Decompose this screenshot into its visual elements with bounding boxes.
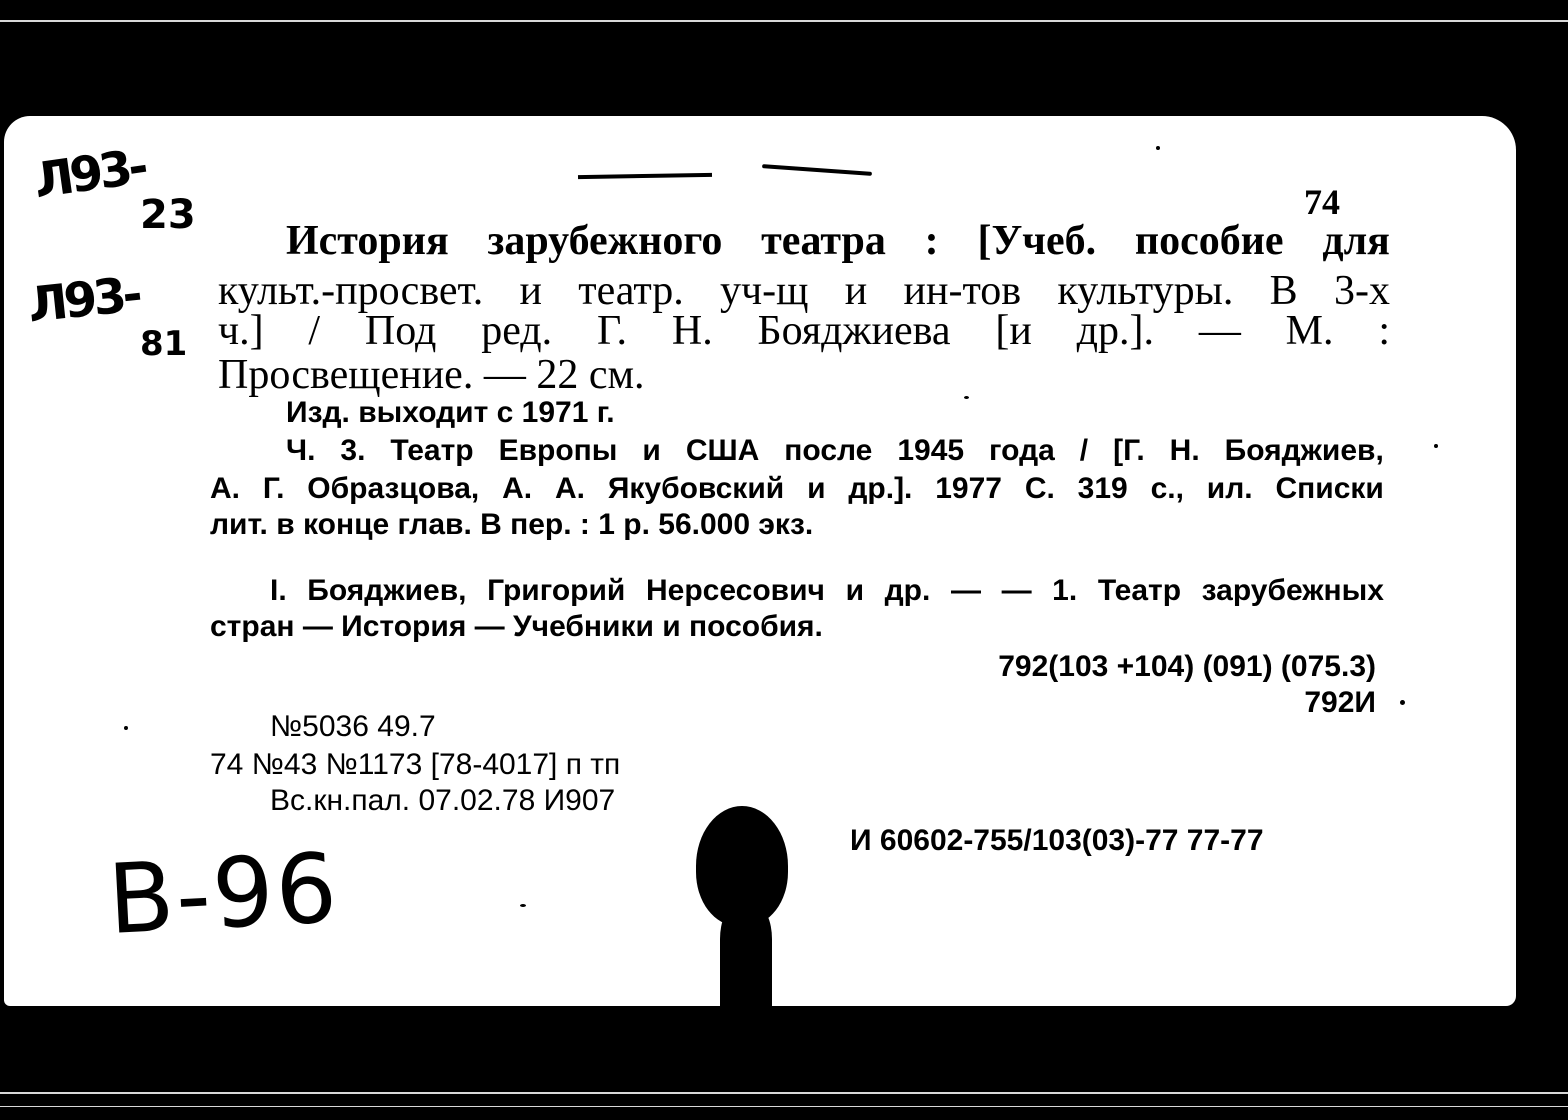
word: года xyxy=(989,434,1055,467)
word: I. xyxy=(270,574,287,607)
word: 1945 xyxy=(897,434,965,467)
title-line-1 xyxy=(286,220,1390,262)
word: театра xyxy=(761,218,886,264)
handwritten-mark-3: В-96 xyxy=(105,832,342,956)
library-catalog-card xyxy=(4,116,1516,1006)
word: 319 xyxy=(1077,472,1128,505)
word: культуры. xyxy=(1057,268,1234,314)
word: Якубовский xyxy=(607,472,785,505)
word: ил. xyxy=(1206,472,1253,505)
word: др.]. xyxy=(848,472,913,505)
subject-line-2: стран — История — Учебники и пособия. xyxy=(210,610,823,643)
word: и xyxy=(844,268,868,314)
word: ред. xyxy=(481,308,553,354)
word: Н. xyxy=(671,308,713,354)
class-code: 792И xyxy=(1304,686,1376,719)
word: Н. xyxy=(1169,434,1200,467)
word: : xyxy=(924,218,939,264)
word: и xyxy=(807,472,826,505)
ink-blot-stem xyxy=(720,906,772,1006)
speck xyxy=(1434,444,1438,448)
word: — xyxy=(1198,308,1241,354)
top-stroke-left xyxy=(578,173,712,179)
word: — xyxy=(1001,574,1032,607)
word: [и xyxy=(995,308,1032,354)
word: / xyxy=(308,308,321,354)
word: Театр xyxy=(1097,574,1182,607)
word: Бояджиев, xyxy=(307,574,467,607)
word: ин-тов xyxy=(903,268,1022,314)
word: Образцова, xyxy=(307,472,480,505)
word: США xyxy=(685,434,760,467)
word: зарубежного xyxy=(487,218,723,264)
word: и xyxy=(642,434,661,467)
word: А. xyxy=(210,472,240,505)
word: культ.-просвет. xyxy=(218,268,484,314)
word: — xyxy=(950,574,981,607)
subject-line-1 xyxy=(270,576,1384,606)
word: Под xyxy=(364,308,437,354)
word: для xyxy=(1322,218,1390,264)
word: А. xyxy=(554,472,585,505)
scan-bottom-line-2 xyxy=(0,1106,1568,1107)
handwritten-mark-2-sub: 81 xyxy=(140,324,188,364)
publication-note: Изд. выходит с 1971 г. xyxy=(286,396,615,429)
scan-bottom-line xyxy=(0,1092,1568,1094)
word: 3. xyxy=(340,434,366,467)
part-line-2 xyxy=(210,474,1384,504)
word: 1. xyxy=(1052,574,1078,607)
word: Г. xyxy=(262,472,285,505)
scan-top-line xyxy=(0,20,1568,22)
word: и xyxy=(519,268,543,314)
word: Бояджиева xyxy=(757,308,951,354)
index-line: И 60602-755/103(03)-77 77-77 xyxy=(850,824,1264,857)
word: пособие xyxy=(1134,218,1284,264)
number-line: №5036 49.7 xyxy=(270,710,436,743)
word: Европы xyxy=(498,434,618,467)
card-number: 74 xyxy=(1304,182,1340,222)
word: Ч. xyxy=(286,434,316,467)
word: 3-х xyxy=(1333,268,1390,314)
title-line-2 xyxy=(218,270,1390,312)
word: А. xyxy=(502,472,533,505)
word: после xyxy=(784,434,873,467)
word: уч-щ xyxy=(720,268,809,314)
word: Бояджиев, xyxy=(1224,434,1384,467)
word: Списки xyxy=(1275,472,1384,505)
word: : xyxy=(1378,308,1390,354)
word: 1977 xyxy=(935,472,1002,505)
word: зарубежных xyxy=(1201,574,1384,607)
word: / xyxy=(1079,434,1089,467)
top-stroke-right xyxy=(762,164,872,176)
shelf-line: 74 №43 №1173 [78-4017] п тп xyxy=(210,748,621,781)
word: Театр xyxy=(390,434,474,467)
word: Нерсесович xyxy=(646,574,825,607)
title-line-4: Просвещение. — 22 см. xyxy=(218,352,645,398)
handwritten-mark-1-sub: 23 xyxy=(140,192,196,238)
word: [Учеб. xyxy=(977,218,1097,264)
word: и xyxy=(845,574,865,607)
handwritten-mark-1: Л93- xyxy=(30,138,148,210)
word: М. xyxy=(1285,308,1334,354)
word: с., xyxy=(1150,472,1184,505)
part-line-1 xyxy=(286,436,1384,466)
word: др.]. xyxy=(1076,308,1155,354)
speck xyxy=(1400,700,1405,705)
speck xyxy=(1156,146,1160,150)
word: С. xyxy=(1024,472,1055,505)
word: Григорий xyxy=(487,574,626,607)
word: В xyxy=(1269,268,1298,314)
chamber-line: Вс.кн.пал. 07.02.78 И907 xyxy=(270,784,616,817)
classification-code: 792(103 +104) (091) (075.3) xyxy=(998,650,1376,683)
word: ч.] xyxy=(218,308,264,354)
title-line-3 xyxy=(218,310,1390,352)
word: др. xyxy=(884,574,931,607)
handwritten-mark-2: Л93- xyxy=(25,266,142,334)
speck xyxy=(124,726,128,730)
speck xyxy=(964,396,969,399)
word: театр. xyxy=(578,268,684,314)
speck xyxy=(520,904,526,907)
word: Г. xyxy=(597,308,628,354)
word: [Г. xyxy=(1113,434,1145,467)
word: История xyxy=(286,218,449,264)
part-line-3: лит. в конце глав. В пер. : 1 р. 56.000 экз. xyxy=(210,508,814,541)
